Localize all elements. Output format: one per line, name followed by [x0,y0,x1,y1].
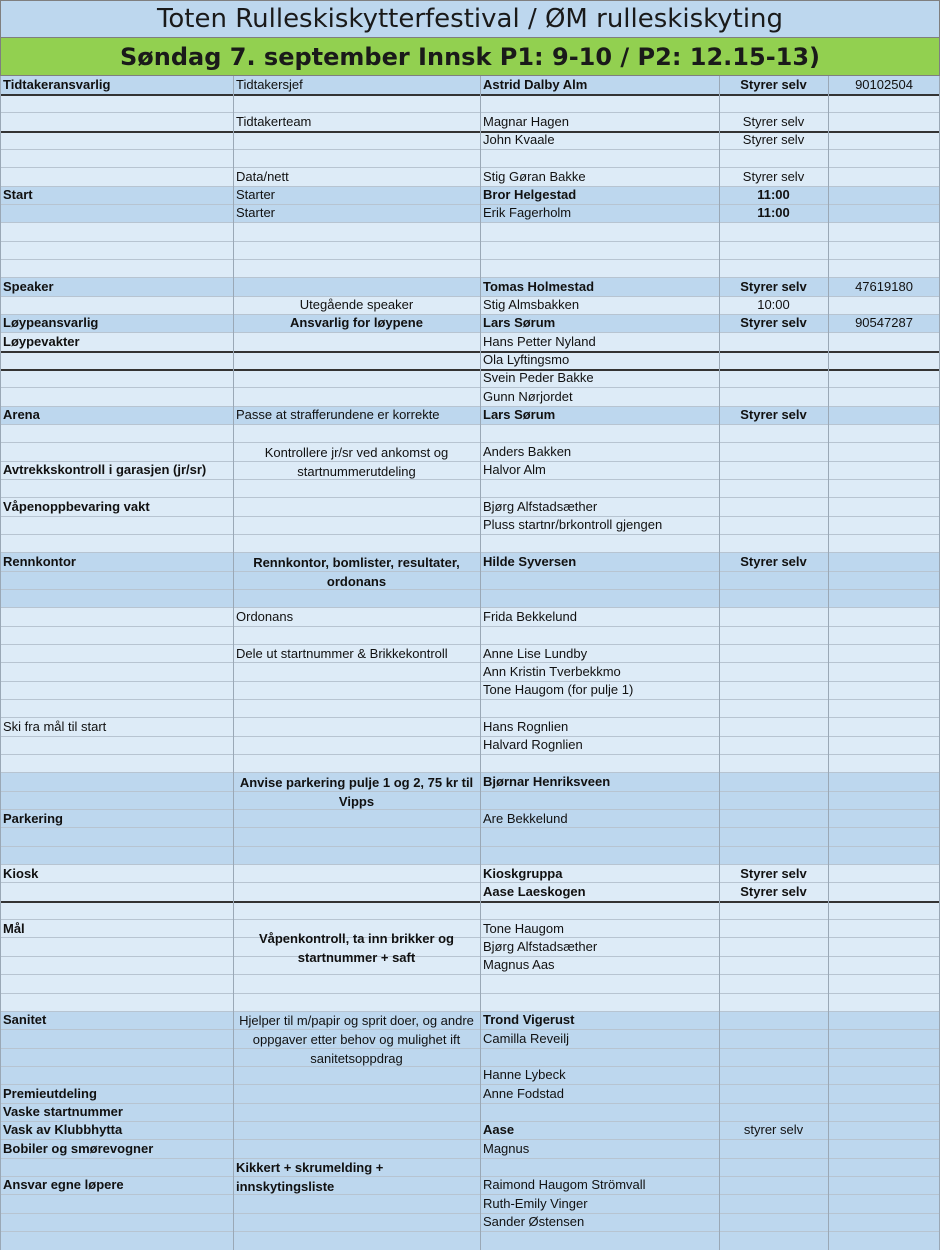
table-cell: Styrer selv [740,865,807,881]
table-cell: Styrer selv [740,77,807,92]
grid-row [0,351,940,369]
grid-row [0,700,940,718]
table-cell: Arena [3,407,40,423]
table-cell: Styrer selv [740,553,807,569]
row-divider [0,534,940,535]
table-cell: Hans Petter Nyland [483,333,596,349]
table-cell: 11:00 [757,187,790,203]
row-divider [0,699,940,700]
table-cell: Trond Vigerust [483,1012,575,1028]
row-divider [0,846,940,847]
table-cell: Premieutdeling [3,1085,97,1101]
table-cell: Halvor Alm [483,462,546,478]
table-cell: Parkering [3,810,63,826]
table-cell: Bror Helgestad [483,187,577,203]
row-divider [0,259,940,260]
row-divider [0,369,940,371]
table-cell: Magnar Hagen [483,113,569,129]
table-cell: Bjørg Alfstadsæther [483,938,598,954]
table-cell: Hanne Lybeck [483,1067,566,1083]
table-cell: Ruth-Emily Vinger [483,1195,588,1211]
grid-row [0,424,940,442]
grid-row [0,94,940,112]
table-cell: Ansvarlig for løypene [290,315,423,331]
table-cell: Tidtakerteam [236,113,312,129]
table-cell: Ansvar egne løpere [3,1177,124,1193]
table-cell: Tidtakeransvarlig [3,77,111,92]
table-cell: Løypevakter [3,333,80,349]
grid-row [0,223,940,241]
table-cell: Styrer selv [740,407,807,423]
table-cell: Lars Sørum [483,315,556,331]
table-cell: Data/nett [236,168,289,184]
grid-row [0,149,940,167]
grid-row [0,846,940,864]
column-divider [233,76,234,1250]
table-cell: John Kvaale [483,132,555,148]
row-divider [0,351,940,353]
table-cell: Lars Sørum [483,407,556,423]
grid-row [0,479,940,497]
table-cell: Halvard Rognlien [483,737,583,753]
table-cell: Anvise parkering pulje 1 og 2, 75 kr til Vipps [239,774,474,809]
table-cell: Rennkontor [3,553,76,569]
table-cell: Magnus Aas [483,957,555,973]
table-cell: Dele ut startnummer & Brikkekontroll [236,645,448,661]
row-divider [0,681,940,682]
table-cell: Bjørnar Henriksveen [483,773,611,789]
table-cell: Kontrollere jr/sr ved ankomst og startnummerutdeling [264,444,449,479]
table-cell: 90547287 [855,315,913,331]
grid-row [0,241,940,259]
table-cell: Utegående speaker [299,297,414,313]
table-cell: Raimond Haugom Strömvall [483,1177,646,1193]
table-cell: Bobiler og smørevogner [3,1140,154,1156]
grid-row [0,516,940,534]
table-cell: Start [3,187,33,203]
grid-row [0,993,940,1011]
table-cell: Kioskgruppa [483,865,563,881]
table-cell: Ski fra mål til start [3,718,107,734]
table-cell: Vaske startnummer [3,1104,123,1120]
table-cell: Rennkontor, bomlister, resultater, ordonans [253,554,460,589]
grid-row [0,975,940,993]
table-cell: Starter [236,205,276,221]
table-cell: Tomas Holmestad [483,278,595,294]
grid-row [0,828,940,846]
table-cell: Styrer selv [740,883,807,899]
table-cell: Svein Peder Bakke [483,370,594,386]
table-cell: Speaker [3,278,54,294]
table-cell: Gunn Nørjordet [483,388,573,404]
column-divider [828,76,829,1250]
grid-row [0,259,940,277]
table-cell: Starter [236,187,276,203]
table-cell: Camilla Reveilj [483,1030,569,1046]
table-cell: Anne Lise Lundby [483,645,588,661]
table-cell: Ann Kristin Tverbekkmo [483,663,621,679]
row-divider [0,241,940,242]
row-divider [0,974,940,975]
row-divider [0,94,940,96]
table-cell: Bjørg Alfstadsæther [483,498,598,514]
grid-row [0,1213,940,1231]
table-cell: Våpenkontroll, ta inn brikker og startnummer + saft [258,930,455,965]
table-cell: Aase Laeskogen [483,883,586,899]
table-cell: Passe at strafferundene er korrekte [236,407,440,423]
grid-row [0,388,940,406]
table-cell: Avtrekkskontroll i garasjen (jr/sr) [3,462,207,478]
table-cell: Erik Fagerholm [483,205,572,221]
table-cell: 47619180 [855,278,913,294]
table-cell: Vask av Klubbhytta [3,1122,123,1138]
grid-row [0,626,940,644]
grid-row [0,663,940,681]
table-cell: Styrer selv [742,168,805,184]
table-cell: Stig Almsbakken [483,297,580,313]
table-cell: Styrer selv [740,278,807,294]
grid-row [0,1066,940,1084]
table-cell: Våpenoppbevaring vakt [3,498,150,514]
grid-row [0,681,940,699]
grid-row [0,1195,940,1213]
row-divider [0,901,940,903]
row-divider [0,754,940,755]
table-cell: Ola Lyftingsmo [483,352,570,368]
grid-row [0,736,940,754]
table-cell: Tone Haugom [483,920,564,936]
table-cell: Ordonans [236,608,294,624]
table-cell: Pluss startnr/brkontroll gjengen [483,517,663,533]
grid-row [0,901,940,919]
table-cell: Styrer selv [742,132,805,148]
row-divider [0,1231,940,1232]
row-divider [0,387,940,388]
grid-row [0,369,940,387]
table-cell: Magnus [483,1140,530,1156]
table-cell: Hans Rognlien [483,718,569,734]
table-cell: Sanitet [3,1012,47,1028]
table-cell: Frida Bekkelund [483,608,577,624]
table-cell: Mål [3,920,25,936]
table-cell: Anne Fodstad [483,1085,564,1101]
row-divider [0,1213,940,1214]
sheet-title: Toten Rulleskiskytterfestival / ØM rulleskiskyting [0,0,940,38]
column-divider [0,76,1,1250]
table-cell: Anders Bakken [483,443,572,459]
row-divider [0,993,940,994]
table-cell: Kikkert + skrumelding + innskytingsliste [236,1160,384,1195]
table-cell: Are Bekkelund [483,810,568,826]
table-cell: 11:00 [757,205,790,221]
table-cell: Tone Haugom (for pulje 1) [483,682,634,698]
table-cell: 90102504 [855,77,913,92]
table-cell: Kiosk [3,865,39,881]
table-cell: Stig Gøran Bakke [483,168,586,184]
table-cell: Hjelper til m/papir og sprit doer, og andre oppgaver etter behov og mulighet ift sanitetsoppdrag [239,1013,474,1067]
table-cell: Sander Østensen [483,1214,585,1230]
table-cell: Astrid Dalby Alm [483,77,588,92]
schedule-grid [0,76,940,1250]
table-cell: Styrer selv [740,315,807,331]
table-cell: Tidtakersjef [236,77,303,92]
table-cell: Aase [483,1122,515,1138]
grid-row [0,535,940,553]
grid-row [0,1231,940,1249]
table-cell: Styrer selv [742,113,805,129]
column-divider [480,76,481,1250]
column-divider [719,76,720,1250]
grid-row [0,1158,940,1176]
table-cell: styrer selv [743,1122,804,1138]
table-cell: 10:00 [757,297,790,313]
table-cell: Løypeansvarlig [3,315,99,331]
grid-row [0,755,940,773]
sheet-subtitle: Søndag 7. september Innsk P1: 9-10 / P2: 12.15-13) [0,38,940,76]
grid-row [0,590,940,608]
table-cell: Hilde Syversen [483,553,577,569]
